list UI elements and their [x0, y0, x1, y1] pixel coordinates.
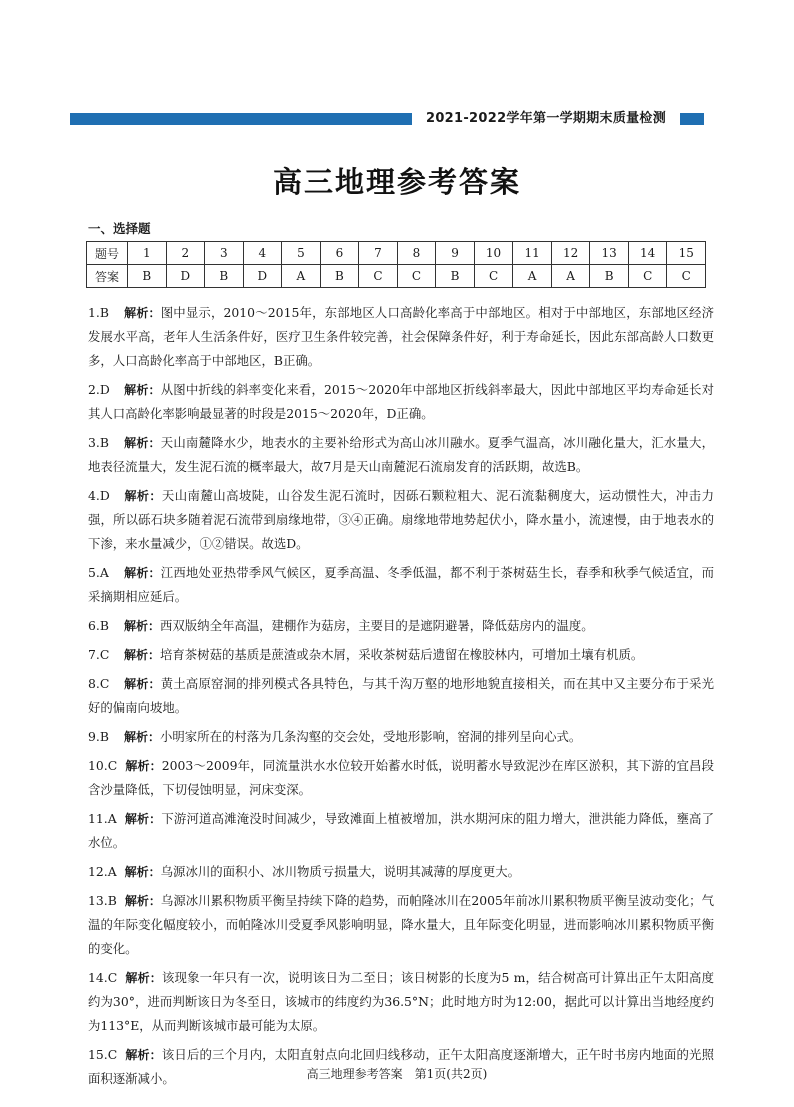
- question-number: 5: [282, 242, 321, 265]
- item-text: 天山南麓降水少，地表水的主要补给形式为高山冰川融水。夏季气温高，冰川融化量大，汇水量大，地表径流量大，发生泥石流的概率最大，故7月是天山南麓泥石流扇发育的活跃期，故选B。: [88, 435, 714, 474]
- item-text: 天山南麓山高坡陡，山谷发生泥石流时，因砾石颗粒粗大、泥石流黏稠度大，运动惯性大，冲击力强，所以砾石块多随着泥石流带到扇缘地带，③④正确。扇缘地带地势起伏小，降水量小，流速慢，由于地表水的下渗，来水量减少，①②错误。故选D。: [88, 488, 714, 551]
- explanation-item: [88, 561, 714, 609]
- explanation-item: [88, 966, 714, 1038]
- page-title: 高三地理参考答案: [272, 165, 521, 199]
- question-number: 7: [359, 242, 398, 265]
- answer-cell: D: [166, 265, 205, 288]
- item-number: 12.A: [88, 864, 117, 879]
- answer-cell: A: [282, 265, 321, 288]
- explanation-item: [88, 431, 714, 479]
- explain-label: 解析：: [125, 759, 162, 773]
- explanation-item: [88, 643, 714, 667]
- explain-label: 解析：: [124, 436, 161, 450]
- question-number-row: [87, 242, 706, 265]
- question-number: 9: [436, 242, 475, 265]
- explanation-item: [88, 754, 714, 802]
- answer-cell: B: [205, 265, 244, 288]
- explanation-item: [88, 672, 714, 720]
- item-number: 14.C: [88, 970, 118, 985]
- page-footer: 高三地理参考答案 第1页(共2页): [306, 1067, 488, 1081]
- item-text: 乌源冰川累积物质平衡呈持续下降的趋势，而帕隆冰川在2005年前冰川累积物质平衡呈波动变化；气温的年际变化幅度较小，而帕隆冰川受夏季风影响明显，降水量大，且年际变化明显，进而影响冰川累积物质平衡的变化。: [88, 893, 714, 956]
- answer-table: [86, 241, 706, 288]
- explanation-item: [88, 889, 714, 961]
- section-heading: 一、选择题: [88, 221, 151, 236]
- question-number: 1: [128, 242, 167, 265]
- explain-label: 解析：: [125, 1048, 162, 1062]
- item-number: 11.A: [88, 811, 117, 826]
- answer-row: [87, 265, 706, 288]
- item-text: 黄土高原窑洞的排列模式各具特色，与其千沟万壑的地形地貌直接相关，而在其中又主要分布于采光好的偏南向坡地。: [88, 676, 714, 715]
- explain-label: 解析：: [124, 730, 161, 744]
- item-text: 该现象一年只有一次，说明该日为二至日；该日树影的长度为5 m，结合树高可计算出正午太阳高度约为30°，进而判断该日为冬至日，该城市的纬度约为36.5°N；此时地方时为12:00，据此可以计算出当地经度约为113°E，从而判断该城市最可能为太原。: [88, 970, 714, 1033]
- item-number: 15.C: [88, 1047, 118, 1062]
- item-number: 7.C: [88, 647, 110, 662]
- item-number: 5.A: [88, 565, 109, 580]
- explanation-item: [88, 860, 714, 884]
- item-text: 该日后的三个月内，太阳直射点向北回归线移动，正午太阳高度逐渐增大，正午时书房内地面的光照面积逐渐减小。: [88, 1047, 714, 1086]
- row-label-answer: 答案: [87, 265, 128, 288]
- answer-cell: B: [590, 265, 629, 288]
- item-text: 下游河道高滩淹没时间减少，导致滩面上植被增加，洪水期河床的阻力增大，泄洪能力降低，壅高了水位。: [88, 811, 714, 850]
- explain-label: 解析：: [124, 383, 161, 397]
- explanation-item: [88, 301, 714, 373]
- answer-cell: C: [397, 265, 436, 288]
- exam-title: 2021-2022学年第一学期期末质量检测: [425, 111, 667, 126]
- explain-label: 解析：: [124, 489, 162, 503]
- answer-cell: B: [436, 265, 475, 288]
- question-number: 8: [397, 242, 436, 265]
- question-number: 11: [513, 242, 552, 265]
- explanations-list: [88, 301, 714, 1096]
- item-text: 乌源冰川的面积小、冰川物质亏损量大，说明其减薄的厚度更大。: [160, 864, 520, 879]
- answer-cell: B: [320, 265, 359, 288]
- item-text: 培育茶树菇的基质是蔗渣或杂木屑，采收茶树菇后遗留在橡胶林内，可增加土壤有机质。: [160, 647, 644, 662]
- item-number: 4.D: [88, 488, 110, 503]
- item-number: 10.C: [88, 758, 118, 773]
- explain-label: 解析：: [124, 865, 161, 879]
- answer-cell: C: [667, 265, 706, 288]
- header-bar-left: [70, 113, 412, 125]
- explanation-item: [88, 484, 714, 556]
- question-number: 3: [205, 242, 244, 265]
- header-band: [70, 110, 704, 127]
- question-number: 14: [628, 242, 667, 265]
- question-number: 13: [590, 242, 629, 265]
- explanation-item: [88, 614, 714, 638]
- explain-label: 解析：: [124, 566, 161, 580]
- answer-cell: C: [628, 265, 667, 288]
- answer-cell: C: [474, 265, 513, 288]
- answer-cell: B: [128, 265, 167, 288]
- answer-cell: C: [359, 265, 398, 288]
- answer-cell: A: [513, 265, 552, 288]
- question-number: 2: [166, 242, 205, 265]
- item-text: 2003～2009年，同流量洪水水位较开始蓄水时低，说明蓄水导致泥沙在库区淤积，其下游的宜昌段含沙量降低，下切侵蚀明显，河床变深。: [88, 758, 714, 797]
- question-number: 10: [474, 242, 513, 265]
- item-text: 图中显示，2010～2015年，东部地区人口高龄化率高于中部地区。相对于中部地区，东部地区经济发展水平高，老年人生活条件好，医疗卫生条件较完善，社会保障条件好，利于寿命延长，因此东部高龄人口数更多，人口高龄化率高于中部地区，B正确。: [88, 305, 714, 368]
- item-number: 13.B: [88, 893, 117, 908]
- item-text: 小明家所在的村落为几条沟壑的交会处，受地形影响，窑洞的排列呈向心式。: [160, 729, 582, 744]
- question-number: 6: [320, 242, 359, 265]
- explain-label: 解析：: [124, 648, 161, 662]
- explain-label: 解析：: [124, 619, 161, 633]
- explain-label: 解析：: [124, 677, 161, 691]
- header-bar-right: [680, 113, 704, 125]
- explanation-item: [88, 378, 714, 426]
- explain-label: 解析：: [124, 306, 161, 320]
- item-number: 1.B: [88, 305, 109, 320]
- answer-cell: D: [243, 265, 282, 288]
- item-text: 江西地处亚热带季风气候区，夏季高温、冬季低温，都不利于茶树菇生长，春季和秋季气候适宜，而采摘期相应延后。: [88, 565, 714, 604]
- answer-cell: A: [551, 265, 590, 288]
- question-number: 4: [243, 242, 282, 265]
- item-number: 2.D: [88, 382, 110, 397]
- item-number: 8.C: [88, 676, 110, 691]
- item-number: 6.B: [88, 618, 109, 633]
- explain-label: 解析：: [125, 971, 162, 985]
- item-number: 3.B: [88, 435, 109, 450]
- row-label-number: 题号: [87, 242, 128, 265]
- question-number: 15: [667, 242, 706, 265]
- explain-label: 解析：: [124, 812, 162, 826]
- explanation-item: [88, 807, 714, 855]
- item-text: 从图中折线的斜率变化来看，2015～2020年中部地区折线斜率最大，因此中部地区平均寿命延长对其人口高龄化率影响最显著的时段是2015～2020年，D正确。: [88, 382, 714, 421]
- explain-label: 解析：: [124, 894, 161, 908]
- explanation-item: [88, 725, 714, 749]
- question-number: 12: [551, 242, 590, 265]
- item-number: 9.B: [88, 729, 109, 744]
- item-text: 西双版纳全年高温，建棚作为菇房，主要目的是遮阴避暑，降低菇房内的温度。: [160, 618, 594, 633]
